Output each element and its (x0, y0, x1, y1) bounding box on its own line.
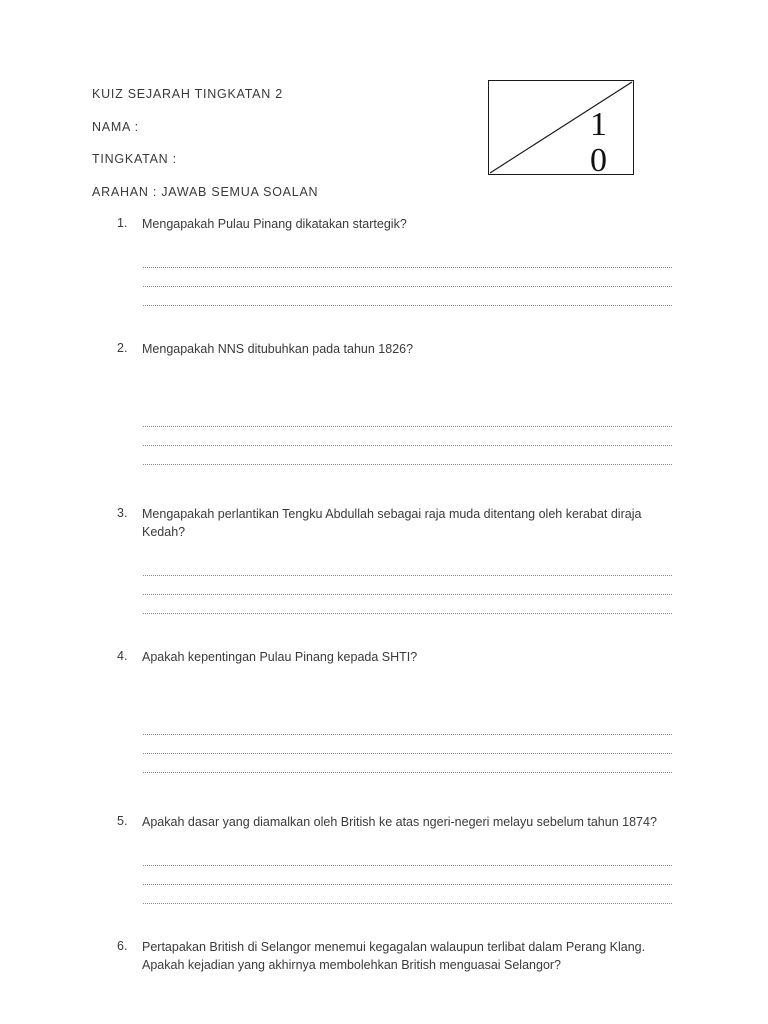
page-title: KUIZ SEJARAH TINGKATAN 2 (92, 87, 283, 101)
answer-lines-group[interactable] (92, 716, 682, 773)
question-number: 2. (117, 341, 128, 355)
spacer (92, 773, 682, 813)
question-item (92, 340, 682, 358)
answer-line[interactable] (143, 557, 672, 576)
answer-line[interactable] (143, 249, 672, 268)
marks-box (488, 80, 634, 175)
header-block (92, 88, 472, 198)
question-item (92, 505, 682, 541)
field-tingkatan: TINGKATAN : (92, 152, 177, 166)
marks-denominator: 0 (590, 142, 607, 175)
question-number: 1. (117, 216, 128, 230)
question-number: 5. (117, 814, 128, 828)
answer-line[interactable] (143, 735, 672, 754)
spacer (92, 541, 682, 557)
question-text: Apakah dasar yang diamalkan oleh British ke atas ngeri-negeri melayu sebelum tahun 1874? (142, 815, 657, 829)
field-nama: NAMA : (92, 119, 139, 134)
answer-line[interactable] (143, 716, 672, 735)
spacer (92, 465, 682, 505)
question-text: Mengapakah Pulau Pinang dikatakan startegik? (142, 217, 407, 231)
question-number: 3. (117, 506, 128, 520)
answer-line[interactable] (143, 754, 672, 773)
questions-list (92, 215, 682, 974)
question-text: Mengapakah NNS ditubuhkan pada tahun 1826? (142, 342, 414, 356)
answer-line[interactable] (143, 446, 672, 465)
question-text: Mengapakah perlantikan Tengku Abdullah sebagai raja muda ditentang oleh kerabat diraja Kedah? (142, 507, 642, 539)
answer-lines-group[interactable] (92, 847, 682, 904)
spacer (92, 233, 682, 249)
spacer (92, 831, 682, 847)
marks-numerator: 1 (590, 106, 607, 143)
answer-line[interactable] (143, 847, 672, 866)
question-item (92, 813, 682, 831)
diagonal-line-icon (489, 81, 633, 174)
question-text: Apakah kepentingan Pulau Pinang kepada SHTI? (142, 650, 418, 664)
answer-line[interactable] (143, 427, 672, 446)
spacer (92, 904, 682, 938)
spacer (92, 614, 682, 648)
answer-line[interactable] (143, 576, 672, 595)
answer-line[interactable] (143, 595, 672, 614)
answer-line[interactable] (143, 268, 672, 287)
question-number: 4. (117, 649, 128, 663)
marks-digits (590, 107, 607, 175)
answer-lines-group[interactable] (92, 557, 682, 614)
answer-lines-group[interactable] (92, 249, 682, 306)
answer-line[interactable] (143, 408, 672, 427)
answer-line[interactable] (143, 287, 672, 306)
spacer (92, 306, 682, 340)
question-item (92, 648, 682, 666)
answer-line[interactable] (143, 866, 672, 885)
answer-lines-group[interactable] (92, 408, 682, 465)
question-item (92, 215, 682, 233)
question-number: 6. (117, 939, 128, 953)
instruction-line: ARAHAN : JAWAB SEMUA SOALAN (92, 184, 319, 199)
spacer (92, 666, 682, 716)
spacer (92, 358, 682, 408)
question-text: Pertapakan British di Selangor menemui kegagalan walaupun terlibat dalam Perang Klang. Apakah kejadian yang akhirnya membolehkan British menguasai Selangor? (142, 940, 646, 972)
question-item (92, 938, 682, 974)
answer-line[interactable] (143, 885, 672, 904)
